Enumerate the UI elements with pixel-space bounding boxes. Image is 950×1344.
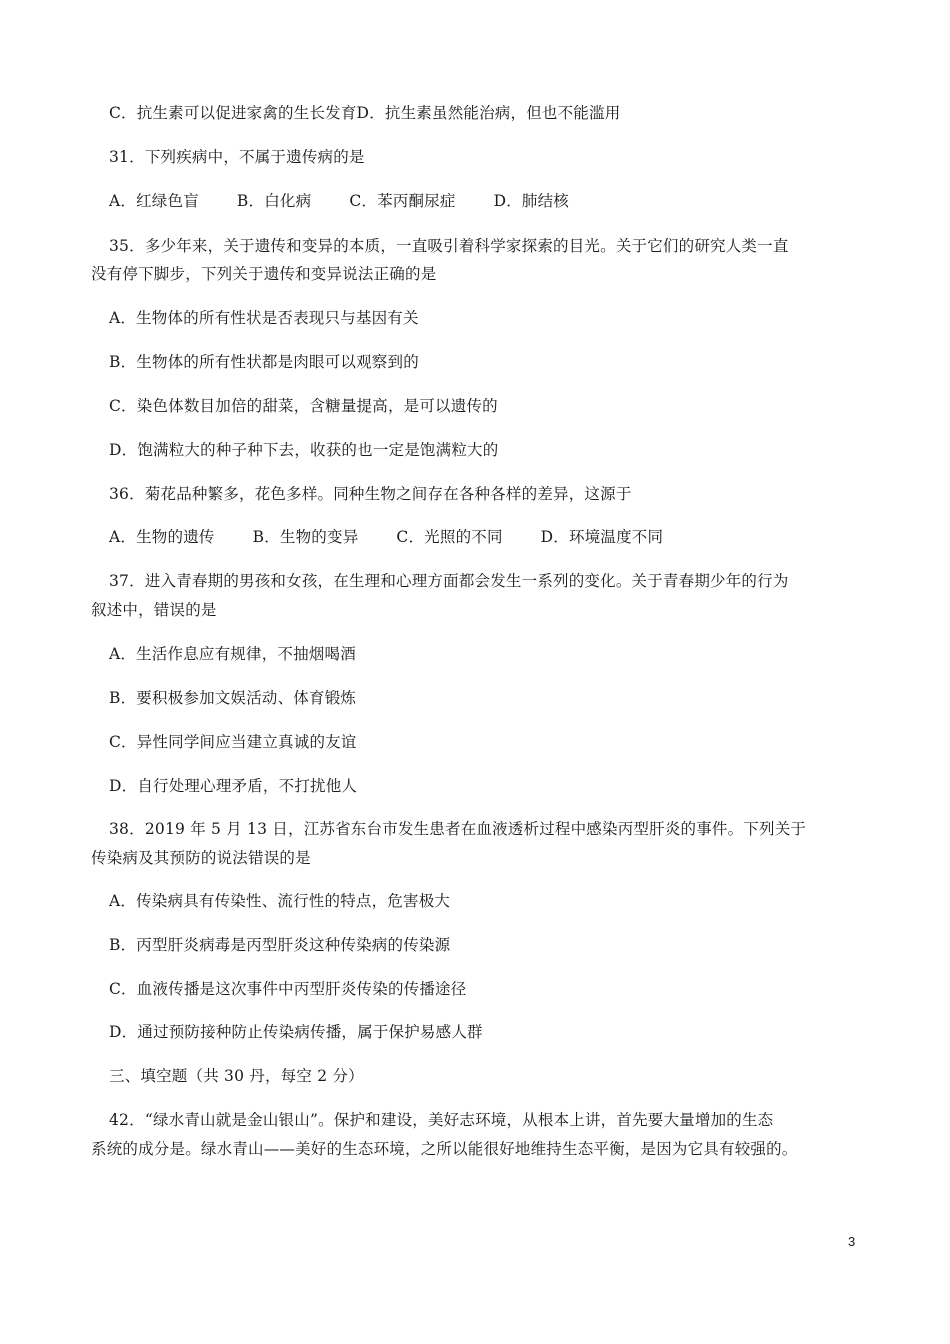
question-31: 31．下列疾病中，不属于遗传病的是 <box>109 148 365 166</box>
option-c: C．苯丙酮尿症 <box>349 192 456 210</box>
option-c: C．异性同学间应当建立真诚的友谊 <box>109 733 357 751</box>
option-line: C．抗生素可以促进家禽的生长发育D．抗生素虽然能治病，但也不能滥用 <box>109 104 621 122</box>
question-42-line1: 42．“绿水青山就是金山银山”。保护和建设，美好志环境，从根本上讲，首先要大量增加的生态 <box>109 1111 774 1129</box>
option-a: A．传染病具有传染性、流行性的特点，危害极大 <box>109 892 451 910</box>
option-d: D．通过预防接种防止传染病传播，属于保护易感人群 <box>109 1023 483 1041</box>
question-36: 36．菊花品种繁多，花色多样。同种生物之间存在各种各样的差异，这源于 <box>109 485 632 503</box>
question-38-line2: 传染病及其预防的说法错误的是 <box>91 849 311 867</box>
option-d: D．饱满粒大的种子种下去，收获的也一定是饱满粒大的 <box>109 441 499 459</box>
option-b: B．生物体的所有性状都是肉眼可以观察到的 <box>109 353 419 371</box>
option-b: B．丙型肝炎病毒是丙型肝炎这种传染病的传染源 <box>109 936 451 954</box>
option-c: C．光照的不同 <box>396 528 503 546</box>
option-a: A．生物的遗传 <box>109 528 215 546</box>
question-38-line1: 38．2019 年 5 月 13 日，江苏省东台市发生患者在血液透析过程中感染丙型肝炎的事件。下列关于 <box>109 820 807 838</box>
option-b: B．生物的变异 <box>252 528 359 546</box>
option-c: C．血液传播是这次事件中丙型肝炎传染的传播途径 <box>109 980 467 998</box>
section-heading: 三、填空题（共 30 丹，每空 2 分） <box>109 1067 364 1085</box>
options-36 <box>109 527 701 547</box>
question-37-line2: 叙述中，错误的是 <box>91 601 217 619</box>
options-31 <box>109 191 607 211</box>
option-a: A．生活作息应有规律，不抽烟喝酒 <box>109 645 356 663</box>
option-b: B．要积极参加文娱活动、体育锻炼 <box>109 689 357 707</box>
question-37-line1: 37．进入青春期的男孩和女孩，在生理和心理方面都会发生一系列的变化。关于青春期少年的行为 <box>109 572 789 590</box>
option-d: D．肺结核 <box>493 192 570 210</box>
question-35-line2: 没有停下脚步，下列关于遗传和变异说法正确的是 <box>91 265 437 283</box>
option-d: D．环境温度不同 <box>540 528 664 546</box>
option-d: D．自行处理心理矛盾，不打扰他人 <box>109 777 358 795</box>
page-number: 3 <box>848 1234 856 1249</box>
option-a: A．红绿色盲 <box>109 192 199 210</box>
option-b: B．白化病 <box>236 192 312 210</box>
option-a: A．生物体的所有性状是否表现只与基因有关 <box>109 309 419 327</box>
option-c: C．染色体数目加倍的甜菜，含糖量提高，是可以遗传的 <box>109 397 498 415</box>
question-35-line1: 35．多少年来，关于遗传和变异的本质，一直吸引着科学家探索的目光。关于它们的研究人类一直 <box>109 237 789 255</box>
question-42-line2: 系统的成分是。绿水青山——美好的生态环境，之所以能很好地维持生态平衡，是因为它具有较强的。 <box>91 1140 798 1158</box>
